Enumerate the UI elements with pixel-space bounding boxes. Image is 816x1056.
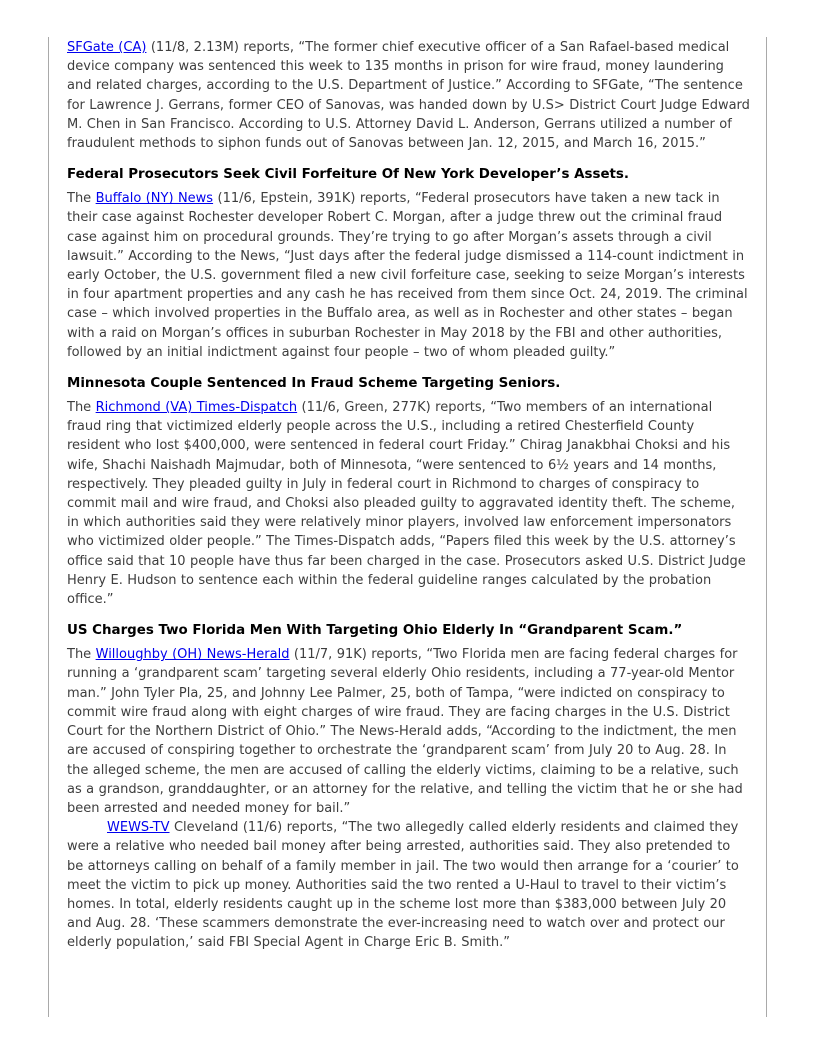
paragraph-text: (11/7, 91K) reports, “Two Florida men are facing federal charges for running a ‘grandparent scam’ targeting several elderly Ohio residents, including a 77-year-old Mentor man.” John Tyler Pla, 25, and Johnny Lee Palmer, 25, both of Tampa, “were indicted on conspiracy to commit wire fraud along with eight charges of wire fraud. They are facing charges in the U.S. District Court for the Northern District of Ohio.” The News-Herald adds, “According to the indictment, the men are accused of conspiring together to orchestrate the ‘grandparent scam’ from July 20 to Aug. 28. In the alleged scheme, the men are accused of calling the elderly victims, claiming to be a relative, such as a grandson, granddaughter, or an attorney for the relative, and telling the victim that he or she had been arrested and needed money for bail.” [67, 647, 743, 816]
paragraph-text: The [67, 191, 96, 207]
source-link[interactable]: SFGate (CA) [67, 40, 147, 55]
source-link[interactable]: Richmond (VA) Times-Dispatch [95, 400, 298, 416]
article-section-grandparent-scam [67, 622, 750, 952]
article-section-minnesota-couple [67, 375, 750, 609]
article-section-ny-developer-forfeiture [67, 166, 750, 362]
article-section-sfgate-fraud [67, 38, 750, 153]
document-page [48, 37, 767, 1017]
article-heading: Minnesota Couple Sentenced In Fraud Scheme Targeting Seniors. [67, 376, 561, 392]
article-heading: Federal Prosecutors Seek Civil Forfeiture Of New York Developer’s Assets. [67, 167, 629, 183]
source-link[interactable]: WEWS-TV [107, 820, 170, 836]
document-content [49, 37, 766, 953]
paragraph-text: (11/6, Epstein, 391K) reports, “Federal prosecutors have taken a new tack in their case against Rochester developer Robert C. Morgan, after a judge threw out the criminal fraud case against him on procedural grounds. They’re trying to go after Morgan’s assets through a civil lawsuit.” According to the News, “Just days after the federal judge dismissed a 114-count indictment in early October, the U.S. government filed a new civil forfeiture case, seeking to seize Morgan’s interests in four apartment properties and any cash he has received from them since Oct. 24, 2019. The criminal case – which involved properties in the Buffalo area, as well as in Rochester and other states – began with a raid on Morgan’s offices in suburban Rochester in May 2018 by the FBI and other authorities, followed by an initial indictment against four people – two of whom pleaded guilty.” [67, 191, 748, 360]
paragraph-text: The [67, 400, 96, 416]
article-paragraph [67, 818, 750, 952]
article-paragraph [67, 38, 750, 153]
paragraph-text: The [67, 647, 96, 663]
article-paragraph [67, 189, 750, 362]
paragraph-text: (11/6, Green, 277K) reports, “Two members of an international fraud ring that victimized elderly people across the U.S., including a retired Chesterfield County resident who lost $400,000, were sentenced in federal court Friday.” Chirag Janakbhai Choksi and his wife, Shachi Naishadh Majmudar, both of Minnesota, “were sentenced to 6½ years and 14 months, respectively. They pleaded guilty in July in federal court in Richmond to charges of conspiracy to commit mail and wire fraud, and Choksi also pleaded guilty to aggravated identity theft. The scheme, in which authorities said they were relatively minor players, involved law enforcement impersonators who victimized older people.” The Times-Dispatch adds, “Papers filed this week by the U.S. attorney’s office said that 10 people have thus far been charged in the case. Prosecutors asked U.S. District Judge Henry E. Hudson to sentence each within the federal guideline ranges calculated by the probation office.” [67, 400, 746, 608]
article-paragraph [67, 398, 750, 609]
paragraph-text: (11/8, 2.13M) reports, “The former chief executive officer of a San Rafael-based medical device company was sentenced this week to 135 months in prison for wire fraud, money laundering and related charges, according to the U.S. Department of Justice.” According to SFGate, “The sentence for Lawrence J. Gerrans, former CEO of Sanovas, was handed down by U.S> District Court Judge Edward M. Chen in San Francisco. According to U.S. Attorney David L. Anderson, Gerrans utilized a number of fraudulent methods to siphon funds out of Sanovas between Jan. 12, 2015, and March 16, 2015.” [67, 40, 750, 152]
source-link[interactable]: Willoughby (OH) News-Herald [95, 647, 290, 663]
paragraph-text: Cleveland (11/6) reports, “The two allegedly called elderly residents and claimed they were a relative who needed bail money after being arrested, authorities said. They also pretended to be attorneys calling on behalf of a family member in jail. The two would then arrange for a ‘courier’ to meet the victim to pick up money. Authorities said the two rented a U-Haul to travel to their victim’s homes. In total, elderly residents caught up in the scheme lost more than $383,000 between July 20 and Aug. 28. ‘These scammers demonstrate the ever-increasing need to watch over and protect our elderly population,’ said FBI Special Agent in Charge Eric B. Smith.” [67, 820, 739, 951]
article-heading: US Charges Two Florida Men With Targeting Ohio Elderly In “Grandparent Scam.” [67, 623, 683, 639]
source-link[interactable]: Buffalo (NY) News [95, 191, 214, 207]
article-paragraph [67, 645, 750, 818]
